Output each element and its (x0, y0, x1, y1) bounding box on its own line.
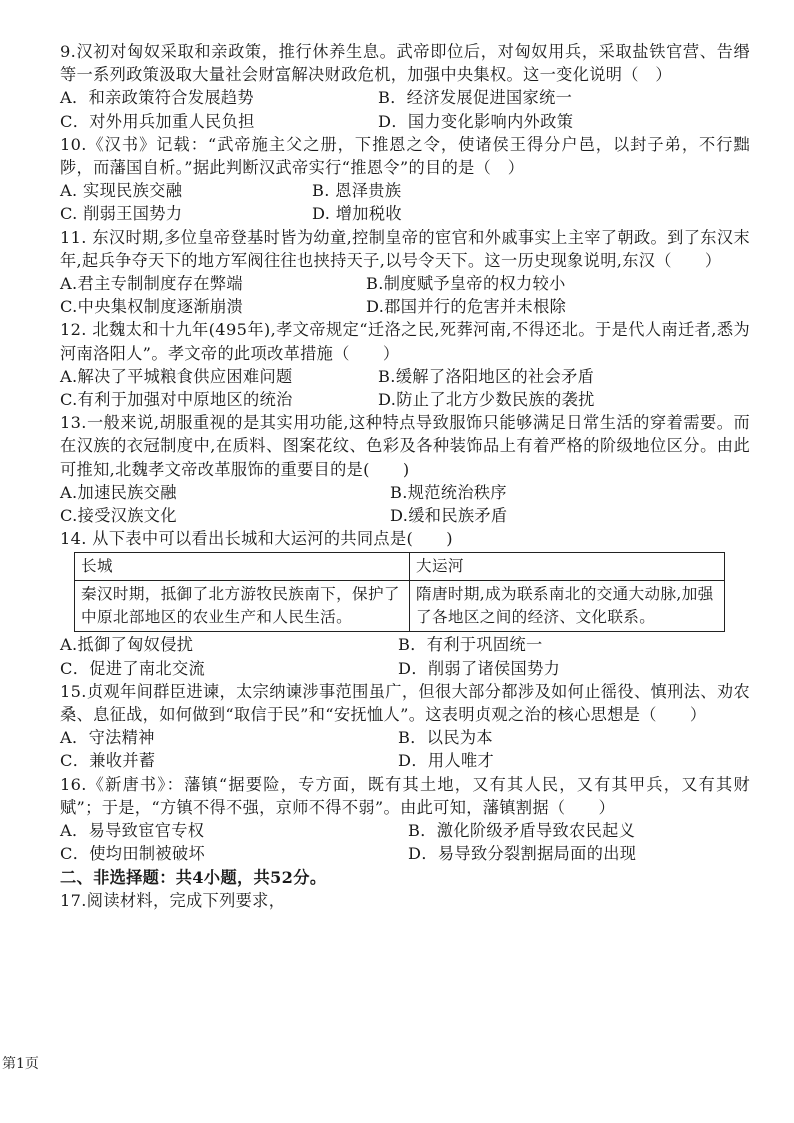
option-c: C.接受汉族文化 (60, 506, 177, 526)
question-16 (60, 773, 750, 866)
question-14-text: 14. 从下表中可以看出长城和大运河的共同点是( ) (60, 529, 453, 549)
option-b: B．以民为本 (398, 728, 493, 748)
question-12-text: 12. 北魏太和十九年(495年),孝文帝规定“迁洛之民,死葬河南,不得还北。于是代人南迁者,悉为河南洛阳人”。孝文帝的此项改革措施（ ） (60, 320, 750, 363)
option-b: B．有利于巩固统一 (398, 635, 543, 655)
option-c: C．使均田制被破坏 (60, 844, 206, 864)
option-a: A．守法精神 (60, 728, 155, 748)
option-a: A.解决了平城粮食供应困难问题 (60, 366, 293, 386)
option-d: D.缓和民族矛盾 (390, 506, 508, 526)
table-header-grand-canal: 大运河 (410, 553, 725, 581)
question-13-text: 13.一般来说,胡服重视的是其实用功能,这种特点导致服饰只能够满足日常生活的穿着需要。而在汉族的衣冠制度中,在质料、图案花纹、色彩及各种装饰品上有着严格的阶级地位区分。由此可推知,北魏孝文帝改革服饰的重要目的是( ) (60, 413, 750, 479)
question-16-options (60, 819, 750, 865)
option-a: A．易导致宦官专权 (60, 821, 205, 841)
option-c: C．兼收并蓄 (60, 751, 156, 771)
exam-page (60, 40, 750, 912)
table-row (75, 581, 725, 632)
option-d: D．削弱了诸侯国势力 (398, 658, 561, 678)
option-c: C．对外用兵加重人民负担 (60, 111, 255, 131)
question-14 (60, 527, 750, 680)
section-title: 二、非选择题：共4小题，共52分。 (60, 867, 327, 887)
question-11-text: 11. 东汉时期,多位皇帝登基时皆为幼童,控制皇帝的宦官和外戚事实上主宰了朝政。到了东汉末年,起兵争夺天下的地方军阀往往也挟持天子,以号令天下。这一历史现象说明,东汉（ ） (60, 227, 750, 270)
option-c: C.有利于加强对中原地区的统治 (60, 390, 293, 410)
option-b: B.缓解了洛阳地区的社会矛盾 (378, 366, 595, 386)
option-c: C. 削弱王国势力 (60, 204, 183, 224)
option-c: C．促进了南北交流 (60, 658, 206, 678)
question-13 (60, 411, 750, 527)
question-10-options (60, 179, 750, 225)
question-15-text: 15.贞观年间群臣进谏，太宗纳谏涉事范围虽广，但很大部分都涉及如何止徭役、慎刑法、劝农桑、息征战，如何做到“取信于民”和“安抚恤人”。这表明贞观之治的核心思想是（ ） (60, 681, 750, 725)
question-9-text: 9.汉初对匈奴采取和亲政策，推行休养生息。武帝即位后，对匈奴用兵，采取盐铁官营、告缗等一系列政策汲取大量社会财富解决财政危机，加强中央集权。这一变化说明（ ） (60, 42, 750, 85)
question-10 (60, 133, 750, 226)
option-a: A．和亲政策符合发展趋势 (60, 88, 254, 108)
table-header-row (75, 553, 725, 581)
option-a: A.君主专制制度存在弊端 (60, 274, 243, 294)
page-number: 第1页 (2, 1056, 39, 1072)
option-a: A. 实现民族交融 (60, 181, 183, 201)
question-17-intro: 17.阅读材料，完成下列要求， (60, 890, 286, 910)
question-15 (60, 680, 750, 773)
question-11 (60, 226, 750, 319)
question-10-text: 10.《汉书》记载：“武帝施主父之册，下推恩之令，使诸侯王得分户邑，以封子弟，不行黜陟，而藩国自析。”据此判断汉武帝实行“推恩令”的目的是（ ） (60, 134, 750, 178)
question-11-options (60, 272, 750, 318)
question-15-options (60, 726, 750, 772)
option-d: D．易导致分裂割据局面的出现 (408, 844, 637, 864)
option-d: D．用人唯才 (398, 751, 495, 771)
option-d: D.郡国并行的危害并未根除 (366, 297, 567, 317)
table-cell-grand-canal: 隋唐时期,成为联系南北的交通大动脉,加强了各地区之间的经济、文化联系。 (410, 581, 725, 632)
option-d: D. 增加税收 (312, 204, 402, 224)
table-header-great-wall: 长城 (75, 553, 410, 581)
option-d: D．国力变化影响内外政策 (378, 111, 574, 131)
question-9-options (60, 86, 750, 132)
option-a: A.加速民族交融 (60, 482, 177, 502)
question-12-options (60, 365, 750, 411)
question-14-options (60, 633, 750, 679)
option-b: B. 恩泽贵族 (312, 181, 402, 201)
question-9 (60, 40, 750, 133)
table-cell-great-wall: 秦汉时期，抵御了北方游牧民族南下，保护了中原北部地区的农业生产和人民生活。 (75, 581, 410, 632)
option-c: C.中央集权制度逐渐崩溃 (60, 297, 244, 317)
option-b: B．经济发展促进国家统一 (378, 88, 573, 108)
option-b: B．激化阶级矛盾导致农民起义 (408, 821, 636, 841)
option-b: B.制度赋予皇帝的权力较小 (366, 274, 566, 294)
question-13-options (60, 481, 750, 527)
question-12 (60, 318, 750, 411)
option-d: D.防止了北方少数民族的袭扰 (378, 390, 595, 410)
comparison-table (74, 552, 725, 632)
option-a: A.抵御了匈奴侵扰 (60, 635, 194, 655)
option-b: B.规范统治秩序 (390, 482, 507, 502)
question-16-text: 16.《新唐书》：藩镇“据要险，专方面，既有其土地，又有其人民，又有其甲兵，又有其财赋”；于是，“方镇不得不强，京师不得不弱”。由此可知，藩镇割据（ ） (60, 774, 750, 817)
